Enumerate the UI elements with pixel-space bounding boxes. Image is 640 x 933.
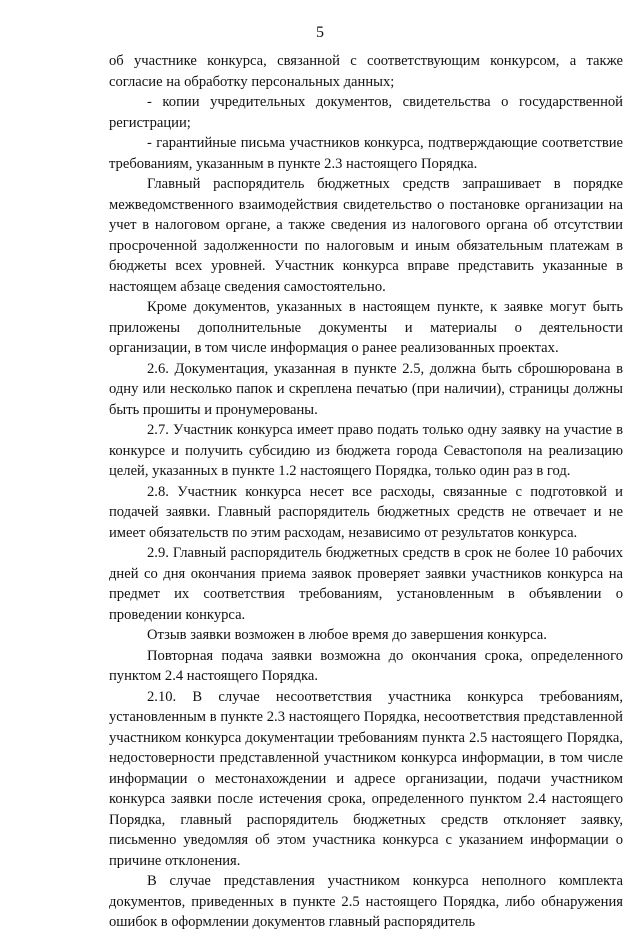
page-number: 5 <box>316 24 324 41</box>
paragraph-guarantee-letters: - гарантийные письма участников конкурса, подтверждающие соответствие требованиям, указанным в пункте 2.3 настоящего Порядка. <box>109 135 623 172</box>
paragraph-withdrawal: Отзыв заявки возможен в любое время до завершения конкурса. <box>147 627 547 643</box>
paragraph-resubmission: Повторная подача заявки возможна до окончания срока, определенного пунктом 2.4 настоящего Порядка. <box>109 647 623 684</box>
paragraph-clause-2-10: 2.10. В случае несоответствия участника конкурса требованиям, установленным в пункте 2.3 настоящего Порядка, несоответствия представленной участником конкурса документации требованиям пункта 2.5 настоящего Порядка, недостоверности представленной участником конкурса информации, в том числе информации о местонахождении и адресе организации, подачи участником конкурса заявки после истечения срока, определенного пунктом 2.4 настоящего Порядка, главный распорядитель бюджетных средств отклоняет заявку, письменно уведомляя об этом участника конкурса с указанием информации о причине отклонения. <box>109 688 623 869</box>
paragraph-continuation: об участнике конкурса, связанной с соответствующим конкурсом, а также согласие на обработку персональных данных; <box>109 53 623 90</box>
document-body <box>109 51 623 933</box>
paragraph-clause-2-6: 2.6. Документация, указанная в пункте 2.5, должна быть сброшюрована в одну или несколько папок и скреплена печатью (при наличии), страницы должны быть прошиты и пронумерованы. <box>109 360 623 418</box>
paragraph-clause-2-8: 2.8. Участник конкурса несет все расходы, связанные с подготовкой и подачей заявки. Главный распорядитель бюджетных средств не отвечает и не имеет обязательств по этим расходам, независимо от результатов конкурса. <box>109 483 623 541</box>
paragraph-clause-2-7: 2.7. Участник конкурса имеет право подать только одну заявку на участие в конкурсе и получить субсидию из бюджета города Севастополя на реализацию целей, указанных в пункте 1.2 настоящего Порядка, только один раз в год. <box>109 422 623 479</box>
paragraph-founding-documents: - копии учредительных документов, свидетельства о государственной регистрации; <box>109 94 623 131</box>
paragraph-interagency-request: Главный распорядитель бюджетных средств запрашивает в порядке межведомственного взаимодействия свидетельство о постановке организации на учет в налоговом органе, а также сведения из налогового органа об отсутствии просроченной задолженности по налоговым и иным обязательным платежам в бюджеты всех уровней. Участник конкурса вправе представить указанные в настоящем абзаце сведения самостоятельно. <box>109 176 623 295</box>
paragraph-clause-2-9: 2.9. Главный распорядитель бюджетных средств в срок не более 10 рабочих дней со дня окончания приема заявок проверяет заявки участников конкурса на предмет их соответствия требованиям, установленным в объявлении о проведении конкурса. <box>109 545 623 623</box>
paragraph-additional-documents: Кроме документов, указанных в настоящем пункте, к заявке могут быть приложены дополнительные документы и материалы о деятельности организации, в том числе информация о ранее реализованных проектах. <box>109 299 623 356</box>
paragraph-incomplete-set: В случае представления участником конкурса неполного комплекта документов, приведенных в пункте 2.5 настоящего Порядка, либо обнаружения ошибок в оформлении документов главный распорядитель <box>109 873 623 930</box>
